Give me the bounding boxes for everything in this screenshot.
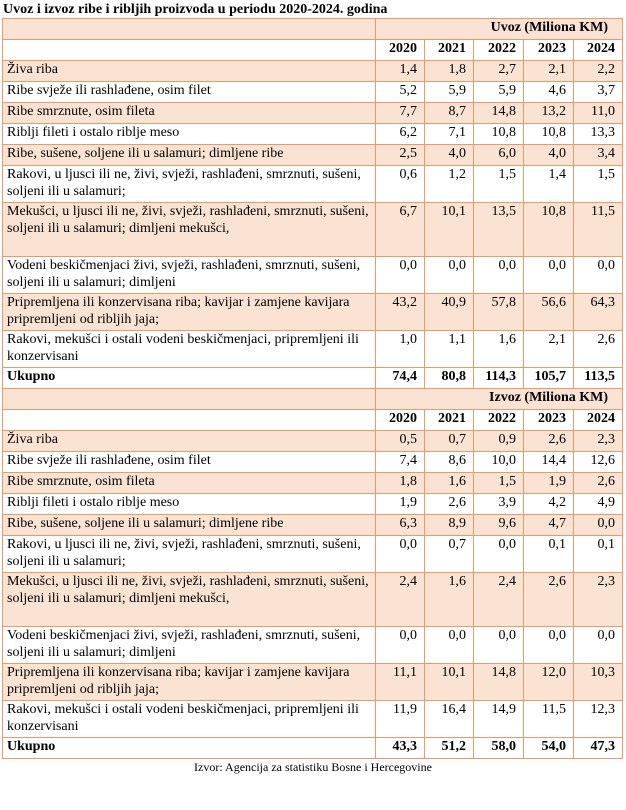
total-value: 54,0 — [524, 738, 574, 759]
value-cell: 4,6 — [524, 82, 574, 103]
value-cell: 0,0 — [574, 627, 623, 664]
value-cell: 56,6 — [524, 294, 574, 331]
value-cell: 13,3 — [574, 124, 623, 145]
value-cell: 8,6 — [425, 452, 474, 473]
section-heading-row — [3, 19, 623, 40]
table-row — [3, 473, 623, 494]
table-row — [3, 452, 623, 473]
value-cell: 11,0 — [574, 103, 623, 124]
value-cell: 10,8 — [524, 203, 574, 257]
year-header: 2024 — [574, 410, 623, 431]
year-header: 2021 — [425, 40, 474, 61]
table-title: Uvoz i izvoz ribe i ribljih proizvoda u periodu 2020-2024. godina — [3, 2, 388, 17]
value-cell: 2,2 — [574, 61, 623, 82]
empty-cell — [3, 40, 376, 61]
value-cell: 5,9 — [474, 82, 524, 103]
value-cell: 2,3 — [574, 573, 623, 627]
value-cell: 11,5 — [574, 203, 623, 257]
value-cell: 2,3 — [574, 431, 623, 452]
value-cell: 0,0 — [524, 627, 574, 664]
value-cell: 9,6 — [474, 515, 524, 536]
row-label: Pripremljena ili konzervisana riba; kavijar i zamjene kavijara pripremljeni od ribljih jaja; — [3, 664, 376, 701]
value-cell: 2,1 — [524, 61, 574, 82]
row-label: Riblji fileti i ostalo riblje meso — [3, 124, 376, 145]
value-cell: 2,6 — [574, 331, 623, 368]
value-cell: 1,6 — [425, 573, 474, 627]
value-cell: 7,4 — [376, 452, 425, 473]
table-row — [3, 664, 623, 701]
value-cell: 11,9 — [376, 701, 425, 738]
value-cell: 12,6 — [574, 452, 623, 473]
value-cell: 4,7 — [524, 515, 574, 536]
row-label: Vodeni beskičmenjaci živi, svježi, rashlađeni, smrznuti, sušeni, soljeni ili u salamuri; dimljeni — [3, 257, 376, 294]
value-cell: 0,0 — [474, 257, 524, 294]
row-label: Ribe, sušene, soljene ili u salamuri; dimljene ribe — [3, 145, 376, 166]
value-cell: 4,2 — [524, 494, 574, 515]
value-cell: 0,7 — [425, 536, 474, 573]
value-cell: 1,9 — [376, 494, 425, 515]
year-header: 2023 — [524, 410, 574, 431]
value-cell: 2,7 — [474, 61, 524, 82]
total-value: 47,3 — [574, 738, 623, 759]
row-label: Pripremljena ili konzervisana riba; kavijar i zamjene kavijara pripremljeni od ribljih jaja; — [3, 294, 376, 331]
value-cell: 0,0 — [376, 627, 425, 664]
value-cell: 0,0 — [474, 627, 524, 664]
table-row — [3, 294, 623, 331]
table-row — [3, 331, 623, 368]
empty-cell — [3, 389, 376, 410]
row-label: Živa riba — [3, 431, 376, 452]
table-row — [3, 145, 623, 166]
row-label: Ribe smrznute, osim fileta — [3, 103, 376, 124]
empty-cell — [3, 410, 376, 431]
value-cell: 2,6 — [524, 431, 574, 452]
row-label: Mekušci, u ljusci ili ne, živi, svježi, rashlađeni, smrznuti, sušeni, soljeni ili u salamuri; dimljeni mekušci, — [3, 203, 376, 257]
year-header: 2020 — [376, 410, 425, 431]
value-cell: 2,6 — [425, 494, 474, 515]
value-cell: 6,3 — [376, 515, 425, 536]
value-cell: 57,8 — [474, 294, 524, 331]
year-header-row — [3, 40, 623, 61]
empty-cell — [3, 19, 376, 40]
year-header: 2021 — [425, 410, 474, 431]
value-cell: 12,3 — [574, 701, 623, 738]
value-cell: 3,7 — [574, 82, 623, 103]
row-label: Rakovi, u ljusci ili ne, živi, svježi, rashlađeni, smrznuti, sušeni, soljeni ili u salamuri; — [3, 166, 376, 203]
value-cell: 13,5 — [474, 203, 524, 257]
value-cell: 0,1 — [524, 536, 574, 573]
value-cell: 3,9 — [474, 494, 524, 515]
table-row — [3, 257, 623, 294]
value-cell: 1,4 — [524, 166, 574, 203]
value-cell: 1,6 — [474, 331, 524, 368]
total-value: 114,3 — [474, 368, 524, 389]
value-cell: 43,2 — [376, 294, 425, 331]
trade-table — [2, 18, 623, 759]
source-note: Izvor: Agencija za statistiku Bosne i Hercegovine — [194, 760, 432, 774]
table-row — [3, 431, 623, 452]
value-cell: 64,3 — [574, 294, 623, 331]
row-label: Rakovi, mekušci i ostali vodeni beskičmenjaci, pripremljeni ili konzervisani — [3, 331, 376, 368]
table-row — [3, 515, 623, 536]
value-cell: 0,0 — [524, 257, 574, 294]
value-cell: 0,0 — [574, 515, 623, 536]
row-label: Ribe svježe ili rashlađene, osim filet — [3, 452, 376, 473]
table-row — [3, 701, 623, 738]
value-cell: 1,5 — [574, 166, 623, 203]
value-cell: 6,0 — [474, 145, 524, 166]
value-cell: 4,0 — [425, 145, 474, 166]
value-cell: 0,5 — [376, 431, 425, 452]
value-cell: 1,2 — [425, 166, 474, 203]
row-label: Ribe, sušene, soljene ili u salamuri; dimljene ribe — [3, 515, 376, 536]
value-cell: 14,4 — [524, 452, 574, 473]
value-cell: 6,2 — [376, 124, 425, 145]
value-cell: 7,1 — [425, 124, 474, 145]
value-cell: 5,2 — [376, 82, 425, 103]
value-cell: 0,9 — [474, 431, 524, 452]
row-label: Živa riba — [3, 61, 376, 82]
total-value: 51,2 — [425, 738, 474, 759]
table-row — [3, 536, 623, 573]
value-cell: 40,9 — [425, 294, 474, 331]
value-cell: 1,6 — [425, 473, 474, 494]
row-label: Mekušci, u ljusci ili ne, živi, svježi, rashlađeni, smrznuti, sušeni, soljeni ili u salamuri; dimljeni mekušci, — [3, 573, 376, 627]
value-cell: 14,9 — [474, 701, 524, 738]
row-label: Ribe svježe ili rashlađene, osim filet — [3, 82, 376, 103]
value-cell: 2,4 — [376, 573, 425, 627]
section-heading: Uvoz (Miliona KM) — [376, 19, 623, 40]
value-cell: 0,0 — [425, 257, 474, 294]
value-cell: 8,7 — [425, 103, 474, 124]
value-cell: 1,5 — [474, 166, 524, 203]
table-row — [3, 494, 623, 515]
total-value: 74,4 — [376, 368, 425, 389]
total-value: 80,8 — [425, 368, 474, 389]
table-row — [3, 103, 623, 124]
value-cell: 10,8 — [474, 124, 524, 145]
row-label: Vodeni beskičmenjaci živi, svježi, rashlađeni, smrznuti, sušeni, soljeni ili u salamuri; dimljeni — [3, 627, 376, 664]
value-cell: 2,6 — [524, 573, 574, 627]
value-cell: 1,1 — [425, 331, 474, 368]
year-header: 2024 — [574, 40, 623, 61]
value-cell: 1,8 — [376, 473, 425, 494]
value-cell: 0,0 — [376, 536, 425, 573]
value-cell: 1,4 — [376, 61, 425, 82]
total-value: 43,3 — [376, 738, 425, 759]
value-cell: 0,0 — [376, 257, 425, 294]
value-cell: 0,0 — [425, 627, 474, 664]
value-cell: 6,7 — [376, 203, 425, 257]
value-cell: 10,3 — [574, 664, 623, 701]
table-row — [3, 627, 623, 664]
value-cell: 14,8 — [474, 103, 524, 124]
total-row — [3, 738, 623, 759]
total-value: 113,5 — [574, 368, 623, 389]
value-cell: 2,1 — [524, 331, 574, 368]
row-label: Rakovi, mekušci i ostali vodeni beskičmenjaci, pripremljeni ili konzervisani — [3, 701, 376, 738]
value-cell: 1,9 — [524, 473, 574, 494]
value-cell: 16,4 — [425, 701, 474, 738]
total-label: Ukupno — [3, 368, 376, 389]
value-cell: 7,7 — [376, 103, 425, 124]
value-cell: 0,6 — [376, 166, 425, 203]
value-cell: 11,5 — [524, 701, 574, 738]
value-cell: 11,1 — [376, 664, 425, 701]
table-row — [3, 82, 623, 103]
total-label: Ukupno — [3, 738, 376, 759]
value-cell: 10,8 — [524, 124, 574, 145]
row-label: Ribe smrznute, osim fileta — [3, 473, 376, 494]
total-value: 105,7 — [524, 368, 574, 389]
value-cell: 10,0 — [474, 452, 524, 473]
value-cell: 13,2 — [524, 103, 574, 124]
value-cell: 2,4 — [474, 573, 524, 627]
table-row — [3, 166, 623, 203]
year-header-row — [3, 410, 623, 431]
value-cell: 14,8 — [474, 664, 524, 701]
value-cell: 1,8 — [425, 61, 474, 82]
value-cell: 2,5 — [376, 145, 425, 166]
table-row — [3, 61, 623, 82]
value-cell: 0,0 — [574, 257, 623, 294]
value-cell: 3,4 — [574, 145, 623, 166]
value-cell: 4,0 — [524, 145, 574, 166]
value-cell: 1,0 — [376, 331, 425, 368]
value-cell: 0,0 — [474, 536, 524, 573]
row-label: Riblji fileti i ostalo riblje meso — [3, 494, 376, 515]
year-header: 2020 — [376, 40, 425, 61]
total-value: 58,0 — [474, 738, 524, 759]
year-header: 2023 — [524, 40, 574, 61]
value-cell: 10,1 — [425, 664, 474, 701]
year-header: 2022 — [474, 410, 524, 431]
value-cell: 10,1 — [425, 203, 474, 257]
value-cell: 5,9 — [425, 82, 474, 103]
value-cell: 1,5 — [474, 473, 524, 494]
value-cell: 2,6 — [574, 473, 623, 494]
value-cell: 0,7 — [425, 431, 474, 452]
value-cell: 0,1 — [574, 536, 623, 573]
row-label: Rakovi, u ljusci ili ne, živi, svježi, rashlađeni, smrznuti, sušeni, soljeni ili u salamuri; — [3, 536, 376, 573]
year-header: 2022 — [474, 40, 524, 61]
table-row — [3, 573, 623, 627]
value-cell: 4,9 — [574, 494, 623, 515]
total-row — [3, 368, 623, 389]
section-heading: Izvoz (Miliona KM) — [376, 389, 623, 410]
table-row — [3, 203, 623, 257]
section-heading-row — [3, 389, 623, 410]
table-row — [3, 124, 623, 145]
value-cell: 12,0 — [524, 664, 574, 701]
value-cell: 8,9 — [425, 515, 474, 536]
